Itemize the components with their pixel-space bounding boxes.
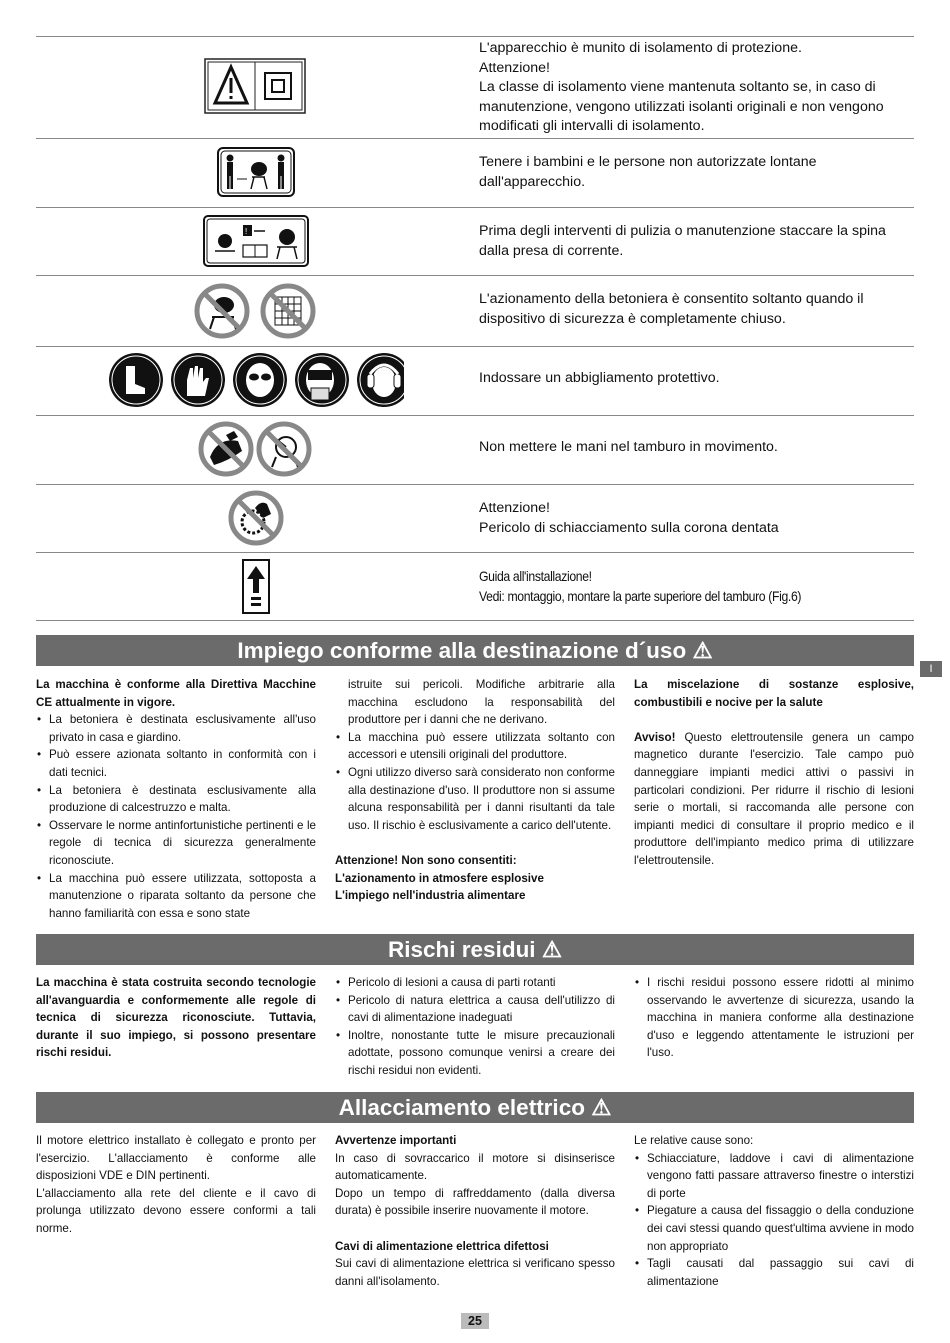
symbol-row xyxy=(36,37,914,139)
symbol-description: L'azionamento della betoniera è consentito soltanto quando il dispositivo di sicurezza è completamente chiuso. xyxy=(479,291,864,327)
symbol-description: L'apparecchio è munito di isolamento di protezione. Attenzione! La classe di isolamento viene mantenuta soltanto se, in caso di manutenzione, vengono utilizzati isolanti originali e non vengono modificati gli intervalli di isolamento. xyxy=(479,40,884,134)
list-item: • La macchina può essere utilizzata soltanto con accessori e utensili originali del produttore. xyxy=(335,729,615,764)
impiego-column-3: La miscelazione di sostanze esplosive, combustibili e nocive per la salute Avviso! Questo elettroutensile genera un campo magnetico durante l'esercizio. Tale campo può danneggiare impianti medici attivi o passivi in particolari condizioni. Per ridurre il rischio di lesioni serie o mortali, si raccomanda alle persone con impianti medici di consultare il proprio medico e il produttore dell'impianto medico prima di utilizzare l'elettroutensile. xyxy=(634,678,914,867)
insulation-class-icon xyxy=(204,58,306,114)
list-item: • La macchina può essere utilizzata, sottoposta a manutenzione o riparata soltanto da persone che hanno familiarità con essa e sono state xyxy=(36,870,316,923)
symbol-row xyxy=(36,139,914,208)
up-arrow-icon xyxy=(242,559,270,614)
symbol-description: Tenere i bambini e le persone non autorizzate lontane dall'apparecchio. xyxy=(479,154,817,190)
list-item: • I rischi residui possono essere ridotti al minimo osservando le avvertenze di sicurezza, usando la macchina in maniera conforme alla destinazione d'uso e leggendo attentamente le istruzioni per l'uso. xyxy=(634,974,914,1062)
rischi-column-2 xyxy=(335,974,615,1080)
symbol-row xyxy=(36,276,914,347)
list-item: • Pericolo di lesioni a causa di parti rotanti xyxy=(335,974,615,992)
unplug-icon xyxy=(203,215,309,267)
safety-symbols-table xyxy=(36,36,914,621)
guard-closed-icon xyxy=(194,283,318,339)
rischi-column-3 xyxy=(634,974,914,1062)
language-tab: I xyxy=(920,661,942,677)
protective-clothing-icon xyxy=(108,352,404,408)
symbol-description: Indossare un abbigliamento protettivo. xyxy=(479,370,720,386)
no-hands-drum-icon xyxy=(198,421,314,477)
section-title-impiego: Impiego conforme alla destinazione d´uso ⚠ xyxy=(36,635,914,666)
symbol-description: Guida all'installazione! Vedi: montaggio, montare la parte superiore del tamburo (Fig.6) xyxy=(479,569,802,604)
impiego-column-1: La macchina è conforme alla Direttiva Macchine CE attualmente in vigore. • La betoniera è destinata esclusivamente all'uso privato in casa e giardino. • Può essere azionata soltanto in conformità con i dati tecnici. • La betoniera è destinata esclusivamente alla produzione di calcestruzzo e malta. • Osservare le norme antinfortunistiche pertinenti e le regole di tecnica di sicurezza generalmente riconosciute. • La macchina può essere utilizzata, sottoposta a manutenzione o riparata soltanto da persone che hanno familiarità con essa e sono state xyxy=(36,676,316,922)
list-item: • Pericolo di natura elettrica a causa dell'utilizzo di cavi di alimentazione inadeguati xyxy=(335,992,615,1027)
section-title-allacciamento: Allacciamento elettrico ⚠ xyxy=(36,1092,914,1123)
crush-hazard-icon xyxy=(227,490,285,546)
list-item: • Ogni utilizzo diverso sarà considerato non conforme alla destinazione d'uso. Il produttore non si assume alcuna responsabilità per i danni risultanti da tale uso. Il rischio è esclusivamente a carico dell'utente. xyxy=(335,764,615,834)
section-title-rischi: Rischi residui ⚠ xyxy=(36,934,914,965)
symbol-row xyxy=(36,553,914,621)
page-number: 25 xyxy=(461,1313,489,1329)
list-item: • Può essere azionata soltanto in conformità con i dati tecnici. xyxy=(36,746,316,781)
list-item: • La betoniera è destinata esclusivamente all'uso privato in casa e giardino. xyxy=(36,711,316,746)
svg-text:!: ! xyxy=(245,227,248,236)
allacciamento-column-2: Avvertenze importanti In caso di sovraccarico il motore si disinserisce automaticamente. Dopo un tempo di raffreddamento (dalla diversa durata) è possibile inserire nuovamente il motore. Cavi di alimentazione elettrica difettosi Sui cavi di alimentazione elettrica si verificano spesso danni all'isolamento. xyxy=(335,1134,615,1288)
list-item: • Piegature a causa del fissaggio o della conduzione dei cavi stessi quando quest'ultima avviene in modo non appropriato xyxy=(634,1202,914,1255)
symbol-description: Prima degli interventi di pulizia o manutenzione staccare la spina dalla presa di corrente. xyxy=(479,223,886,259)
symbol-row xyxy=(36,347,914,416)
list-item: • Inoltre, nonostante tutte le misure precauzionali adottate, possono comunque venirsi a creare dei rischi residui non evidenti. xyxy=(335,1027,615,1080)
symbol-description: Non mettere le mani nel tamburo in movimento. xyxy=(479,439,778,455)
list-item: • La betoniera è destinata esclusivamente alla produzione di calcestruzzo e malta. xyxy=(36,782,316,817)
list-item: • Osservare le norme antinfortunistiche pertinenti e le regole di tecnica di sicurezza generalmente riconosciute. xyxy=(36,817,316,870)
list-item: • Tagli causati dal passaggio sui cavi di alimentazione xyxy=(634,1255,914,1290)
impiego-column-2: istruite sui pericoli. Modifiche arbitrarie alla macchina escludono la responsabilità del produttore per i danni che ne derivano. • La macchina può essere utilizzata soltanto con accessori e utensili originali del produttore. • Ogni utilizzo diverso sarà considerato non conforme alla destinazione d'uso. Il produttore non si assume alcuna responsabilità per i danni risultanti da tale uso. Il rischio è esclusivamente a carico dell'utente. Attenzione! Non sono consentiti: L'azionamento in atmosfere esplosive L'impiego nell'industria alimentare xyxy=(335,676,615,905)
allacciamento-column-3: Le relative cause sono: • Schiacciature, laddove i cavi di alimentazione vengono fatti passare attraverso finestre o interstizi di porte • Piegature a causa del fissaggio o della conduzione dei cavi stessi quando quest'ultima avviene in modo non appropriato • Tagli causati dal passaggio sui cavi di alimentazione xyxy=(634,1132,914,1290)
symbol-row xyxy=(36,208,914,276)
list-item: • Schiacciature, laddove i cavi di alimentazione vengono fatti passare attraverso finestre o interstizi di porte xyxy=(634,1150,914,1203)
symbol-row xyxy=(36,416,914,485)
keep-distance-icon xyxy=(217,147,295,197)
symbol-description: Attenzione! Pericolo di schiacciamento sulla corona dentata xyxy=(479,500,779,536)
symbol-row xyxy=(36,485,914,553)
rischi-column-1: La macchina è stata costruita secondo tecnologie all'avanguardia e conformemente alle regole di tecnica di sicurezza riconosciute. Tuttavia, durante il suo impiego, si possono presentare rischi residui. xyxy=(36,976,316,1060)
allacciamento-column-1: Il motore elettrico installato è collegato e pronto per l'esercizio. L'allacciamento è conforme alle disposizioni VDE e DIN pertinenti. L'allacciamento alla rete del cliente e il cavo di prolunga utilizzato devono essere conformi a tali norme. xyxy=(36,1134,316,1235)
